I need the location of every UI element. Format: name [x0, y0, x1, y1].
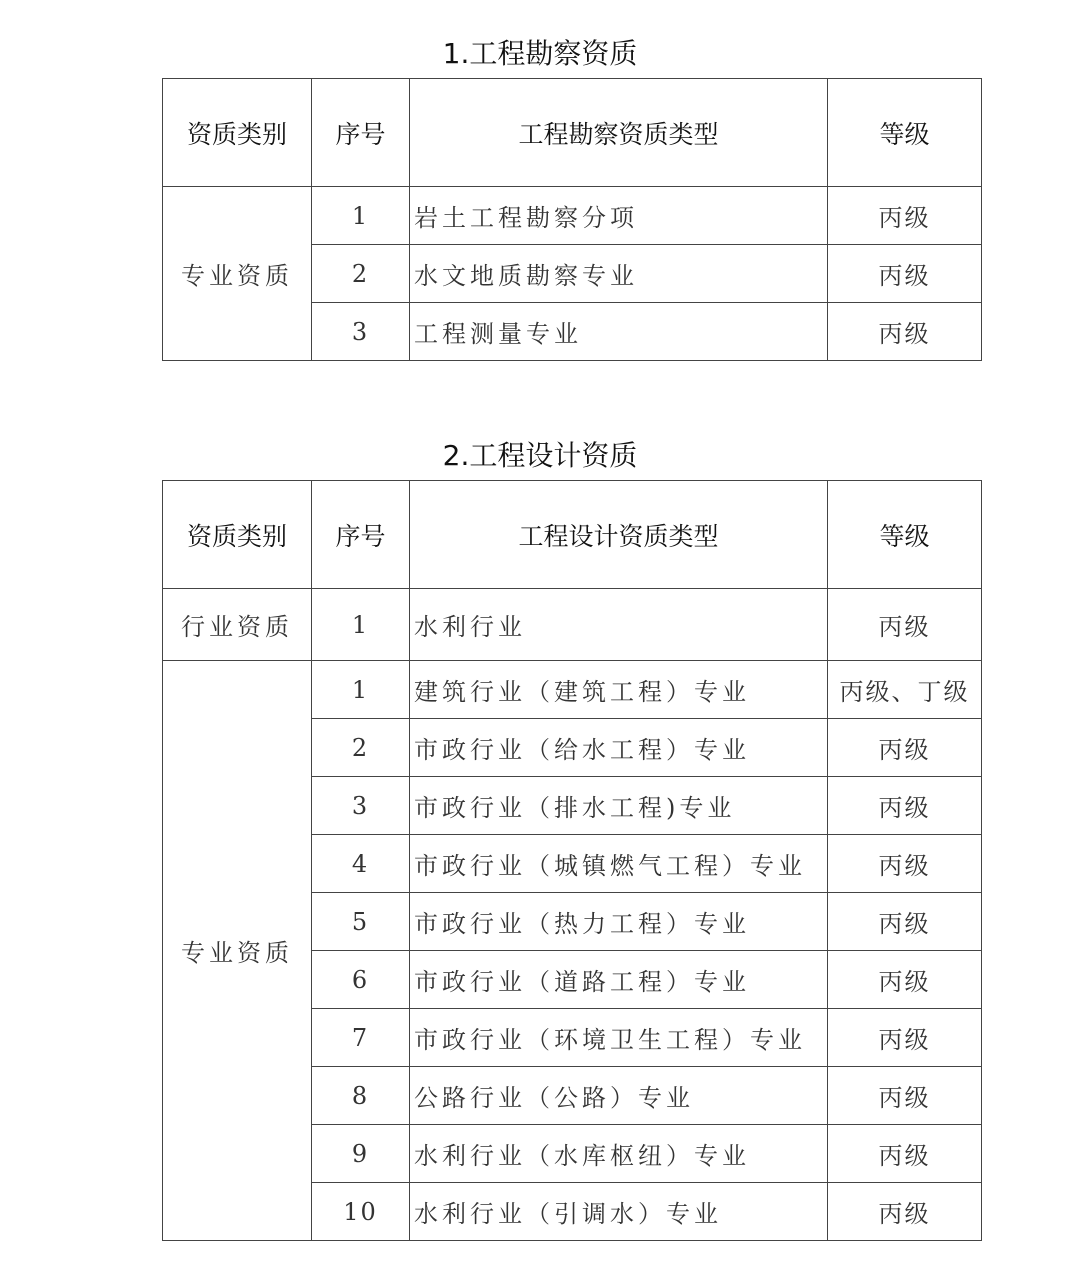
type-cell: 市政行业（给水工程）专业 [410, 719, 828, 777]
number-cell: 4 [312, 835, 410, 893]
type-cell: 水利行业（水库枢纽）专业 [410, 1125, 828, 1183]
type-cell: 市政行业（道路工程）专业 [410, 951, 828, 1009]
type-cell: 工程测量专业 [410, 303, 828, 361]
grade-cell: 丙级 [828, 951, 982, 1009]
number-cell: 1 [312, 661, 410, 719]
grade-cell: 丙级 [828, 1009, 982, 1067]
type-cell: 公路行业（公路）专业 [410, 1067, 828, 1125]
design-table-title: 2.工程设计资质 [442, 439, 638, 472]
table-row [163, 661, 982, 719]
number-cell: 3 [312, 303, 410, 361]
grade-cell: 丙级 [828, 303, 982, 361]
type-cell: 市政行业（排水工程)专业 [410, 777, 828, 835]
grade-cell: 丙级 [828, 1183, 982, 1241]
design-qualification-table [162, 480, 982, 1241]
table-row [163, 589, 982, 661]
grade-cell: 丙级 [828, 589, 982, 661]
number-cell: 5 [312, 893, 410, 951]
header-number: 序号 [312, 481, 410, 589]
grade-cell: 丙级 [828, 893, 982, 951]
number-cell: 2 [312, 719, 410, 777]
number-cell: 9 [312, 1125, 410, 1183]
number-cell: 7 [312, 1009, 410, 1067]
grade-cell: 丙级 [828, 777, 982, 835]
header-type: 工程勘察资质类型 [410, 79, 828, 187]
number-cell: 1 [312, 589, 410, 661]
survey-qualification-table [162, 78, 982, 361]
type-cell: 岩土工程勘察分项 [410, 187, 828, 245]
header-category: 资质类别 [163, 79, 312, 187]
number-cell: 2 [312, 245, 410, 303]
header-grade: 等级 [828, 481, 982, 589]
grade-cell: 丙级 [828, 1125, 982, 1183]
table-header-row [163, 79, 982, 187]
grade-cell: 丙级 [828, 1067, 982, 1125]
table-row [163, 187, 982, 245]
header-category: 资质类别 [163, 481, 312, 589]
category-cell: 专业资质 [163, 661, 312, 1241]
grade-cell: 丙级 [828, 187, 982, 245]
grade-cell: 丙级 [828, 835, 982, 893]
type-cell: 市政行业（城镇燃气工程）专业 [410, 835, 828, 893]
type-cell: 市政行业（环境卫生工程）专业 [410, 1009, 828, 1067]
type-cell: 水利行业 [410, 589, 828, 661]
type-cell: 水利行业（引调水）专业 [410, 1183, 828, 1241]
category-cell: 专业资质 [163, 187, 312, 361]
type-cell: 水文地质勘察专业 [410, 245, 828, 303]
number-cell: 1 [312, 187, 410, 245]
category-cell: 行业资质 [163, 589, 312, 661]
table-header-row [163, 481, 982, 589]
number-cell: 10 [312, 1183, 410, 1241]
grade-cell: 丙级 [828, 719, 982, 777]
grade-cell: 丙级 [828, 245, 982, 303]
number-cell: 6 [312, 951, 410, 1009]
header-type: 工程设计资质类型 [410, 481, 828, 589]
survey-table-title: 1.工程勘察资质 [442, 37, 638, 70]
header-number: 序号 [312, 79, 410, 187]
type-cell: 建筑行业（建筑工程）专业 [410, 661, 828, 719]
type-cell: 市政行业（热力工程）专业 [410, 893, 828, 951]
number-cell: 3 [312, 777, 410, 835]
header-grade: 等级 [828, 79, 982, 187]
grade-cell: 丙级、丁级 [828, 661, 982, 719]
number-cell: 8 [312, 1067, 410, 1125]
